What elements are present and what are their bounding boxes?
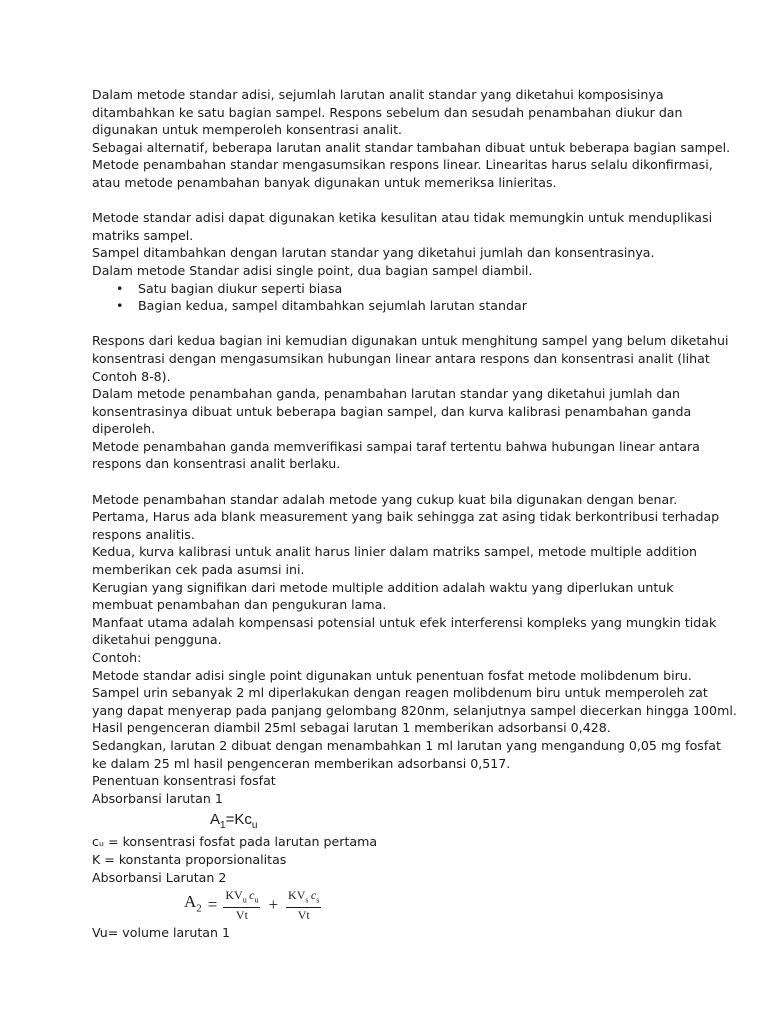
text-line: atau metode penambahan banyak digunakan untuk memeriksa linieritas. bbox=[92, 174, 557, 190]
formula-a2-equals: = bbox=[207, 895, 218, 915]
document-body bbox=[92, 86, 737, 942]
text-line: Metode penambahan ganda memverifikasi sampai taraf tertentu bahwa hubungan linear antara bbox=[92, 438, 700, 454]
text-line: memberikan cek pada asumsi ini. bbox=[92, 562, 305, 578]
formula-a1-lhs: A bbox=[210, 811, 221, 829]
text-line: konsentrasi dengan mengasumsikan hubungan linear antara respons dan konsentrasi analit (lihat bbox=[92, 350, 710, 366]
paragraph-gap bbox=[92, 473, 732, 491]
bullet-icon: • bbox=[116, 298, 124, 314]
text-line: Pertama, Harus ada blank measurement yang baik sehingga zat asing tidak berkontribusi terhadap bbox=[92, 509, 720, 525]
text-line: Dalam metode penambahan ganda, penambahan larutan standar yang diketahui jumlah dan bbox=[92, 386, 681, 402]
text-line: Metode standar adisi single point digunakan untuk penentuan fosfat metode molibdenum biru. bbox=[92, 667, 692, 683]
text-line: Absorbansi larutan 1 bbox=[92, 790, 223, 806]
text-line: konsentrasinya dibuat untuk beberapa bagian sampel, dan kurva kalibrasi penambahan ganda bbox=[92, 403, 692, 419]
text-line: ditambahkan ke satu bagian sampel. Respons sebelum dan sesudah penambahan diukur dan bbox=[92, 104, 683, 120]
paragraph-lines bbox=[92, 86, 737, 807]
fraction-1-denominator: Vt bbox=[235, 908, 248, 923]
text-line: respons analitis. bbox=[92, 526, 195, 542]
definition-vu: Vu= volume larutan 1 bbox=[92, 925, 230, 941]
text-line: Metode standar adisi dapat digunakan ketika kesulitan atau tidak memungkin untuk menduplikasi bbox=[92, 210, 713, 226]
formula-a1-lhs-sub: 1 bbox=[220, 820, 226, 832]
bullet-item bbox=[92, 280, 732, 298]
text-line: Metode penambahan standar adalah metode yang cukup kuat bila digunakan dengan benar. bbox=[92, 491, 678, 507]
text-line: Contoh 8-8). bbox=[92, 368, 171, 384]
definition-cu: cᵤ = konsentrasi fosfat pada larutan pertama bbox=[92, 834, 378, 850]
paragraph-gap bbox=[92, 192, 732, 210]
text-line: Dalam metode Standar adisi single point, dua bagian sampel diambil. bbox=[92, 262, 533, 278]
text-line: Sampel urin sebanyak 2 ml diperlakukan dengan reagen molibdenum biru untuk memperoleh zat bbox=[92, 685, 708, 701]
text-line: Respons dari kedua bagian ini kemudian digunakan untuk menghitung sampel yang belum diketahui bbox=[92, 333, 729, 349]
formula-a1 bbox=[92, 807, 732, 833]
bullet-text: Bagian kedua, sampel ditambahkan sejumlah larutan standar bbox=[138, 298, 527, 314]
formula-a2 bbox=[92, 886, 732, 924]
heading-absorbansi-2: Absorbansi Larutan 2 bbox=[92, 869, 227, 885]
text-line: Kedua, kurva kalibrasi untuk analit harus linier dalam matriks sampel, metode multiple addition bbox=[92, 544, 698, 560]
text-line: membuat penambahan dan pengukuran lama. bbox=[92, 597, 387, 613]
fraction-2-numerator: $KV_s$ $c_s$ bbox=[286, 888, 321, 908]
text-line: Penentuan konsentrasi fosfat bbox=[92, 773, 276, 789]
text-line: yang dapat menyerap pada panjang gelombang 820nm, selanjutnya sampel diecerkan hingga 100ml. bbox=[92, 702, 737, 718]
text-line: Manfaat utama adalah kompensasi potensial untuk efek interferensi kompleks yang mungkin tidak bbox=[92, 614, 717, 630]
text-line: digunakan untuk memperoleh konsentrasi analit. bbox=[92, 122, 403, 138]
formula-a2-plus: + bbox=[268, 895, 279, 915]
text-line: Sampel ditambahkan dengan larutan standar yang diketahui jumlah dan konsentrasinya. bbox=[92, 245, 655, 261]
text-line: matriks sampel. bbox=[92, 227, 194, 243]
formula-a1-rhs-sub: u bbox=[251, 820, 258, 832]
text-line: diketahui pengguna. bbox=[92, 632, 222, 648]
fraction-1-numerator: $KV_u$ $c_u$ bbox=[223, 888, 260, 908]
paragraph-gap bbox=[92, 315, 732, 333]
formula-a2-fraction-1 bbox=[223, 888, 260, 922]
formula-a1-rhs: =Kc bbox=[225, 811, 252, 829]
bullet-text: Satu bagian diukur seperti biasa bbox=[138, 280, 343, 296]
text-line: Dalam metode standar adisi, sejumlah larutan analit standar yang diketahui komposisinya bbox=[92, 87, 664, 102]
text-line: Hasil pengenceran diambil 25ml sebagai larutan 1 memberikan adsorbansi 0,428. bbox=[92, 720, 611, 736]
text-line: Sebagai alternatif, beberapa larutan analit standar tambahan dibuat untuk beberapa bagian sampel. bbox=[92, 139, 731, 155]
bullet-icon: • bbox=[116, 280, 124, 296]
text-line: Contoh: bbox=[92, 650, 142, 665]
text-line: Metode penambahan standar mengasumsikan respons linear. Linearitas harus selalu dikonfirmasi, bbox=[92, 157, 713, 173]
text-line: respons dan konsentrasi analit berlaku. bbox=[92, 456, 341, 472]
fraction-2-denominator: Vt bbox=[297, 908, 310, 923]
definition-k: K = konstanta proporsionalitas bbox=[92, 851, 287, 867]
formula-a2-lhs: $A_2$ bbox=[184, 891, 202, 915]
bullet-item bbox=[92, 297, 732, 315]
text-line: Sedangkan, larutan 2 dibuat dengan menambahkan 1 ml larutan yang mengandung 0,05 mg fosfat bbox=[92, 737, 721, 753]
text-line: diperoleh. bbox=[92, 421, 156, 437]
formula-a2-fraction-2 bbox=[286, 888, 321, 922]
text-line: ke dalam 25 ml hasil pengenceran memberikan adsorbansi 0,517. bbox=[92, 755, 511, 771]
text-line: Kerugian yang signifikan dari metode multiple addition adalah waktu yang diperlukan untuk bbox=[92, 579, 674, 595]
